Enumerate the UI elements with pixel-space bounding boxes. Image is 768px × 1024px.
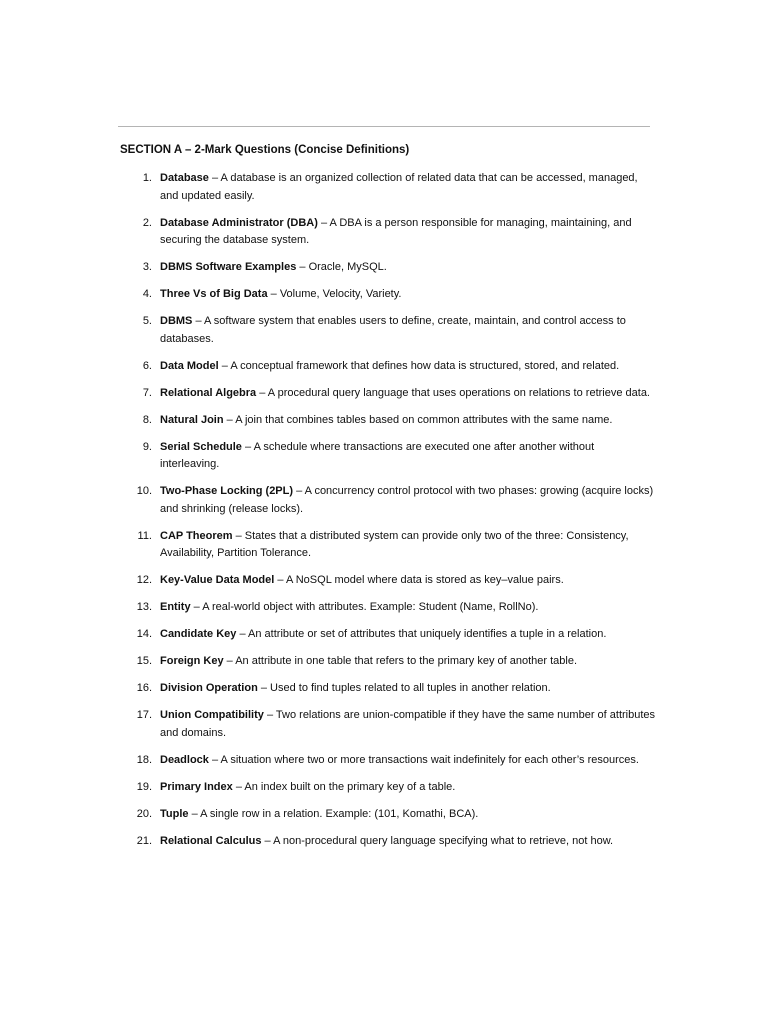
item-separator: – <box>257 682 271 695</box>
item-separator: – <box>261 834 274 847</box>
item-separator: – <box>274 574 286 587</box>
item-definition: A real-world object with attributes. Example: Student (Name, RollNo). <box>202 601 539 614</box>
item-term: DBMS Software Examples <box>160 261 297 274</box>
item-term: Relational Algebra <box>160 386 257 399</box>
item-number: 17. <box>136 709 152 722</box>
item-definition: An index built on the primary key of a table. <box>244 780 456 793</box>
item-term: Primary Index <box>160 780 233 793</box>
item-separator: – <box>296 261 309 274</box>
item-separator: – <box>232 780 245 793</box>
item-term: Database <box>160 172 209 184</box>
list-item <box>126 412 656 430</box>
item-number: 19. <box>136 780 152 793</box>
item-number: 4. <box>142 288 152 301</box>
item-separator: – <box>256 386 268 399</box>
item-number: 12. <box>136 574 152 587</box>
item-term: Deadlock <box>160 753 209 766</box>
item-separator: – <box>293 485 305 498</box>
item-number: 9. <box>142 440 152 453</box>
item-separator: – <box>208 753 221 766</box>
header-rule <box>118 126 650 127</box>
item-number: 1. <box>142 172 152 184</box>
item-definition: Volume, Velocity, Variety. <box>279 288 402 301</box>
list-item <box>126 286 656 304</box>
item-term: Two-Phase Locking (2PL) <box>160 485 294 498</box>
list-item <box>126 833 656 851</box>
item-number: 2. <box>142 216 152 229</box>
item-definition: Used to find tuples related to all tuples in another relation. <box>270 682 551 695</box>
item-number: 14. <box>136 628 152 641</box>
item-term: Candidate Key <box>160 628 237 641</box>
item-term: Three Vs of Big Data <box>160 288 268 301</box>
item-definition: A non-procedural query language specifying what to retrieve, not how. <box>273 834 614 847</box>
item-definition: Oracle, MySQL. <box>308 261 387 274</box>
item-term: DBMS <box>160 315 193 328</box>
item-definition: A situation where two or more transactions wait indefinitely for each other’s resources. <box>220 753 639 766</box>
list-item <box>126 599 656 617</box>
item-definition: A NoSQL model where data is stored as key–value pairs. <box>285 574 564 587</box>
list-item <box>126 358 656 376</box>
list-item <box>126 439 656 474</box>
item-term: Database Administrator (DBA) <box>160 216 318 229</box>
item-term: Foreign Key <box>160 655 224 668</box>
item-number: 5. <box>142 315 152 328</box>
list-item <box>126 385 656 403</box>
item-separator: – <box>188 807 201 820</box>
item-number: 10. <box>136 485 152 498</box>
item-separator: – <box>317 216 330 229</box>
item-definition: States that a distributed system can provide only two of the three: Consistency, Availability, Partition Tolerance. <box>160 529 629 560</box>
list-item <box>126 806 656 824</box>
list-item <box>126 626 656 644</box>
item-definition: An attribute in one table that refers to the primary key of another table. <box>235 655 578 668</box>
item-number: 13. <box>136 601 152 614</box>
list-item <box>126 653 656 671</box>
item-separator: – <box>223 655 236 668</box>
item-term: Union Compatibility <box>160 709 264 722</box>
item-number: 16. <box>136 682 152 695</box>
list-item <box>126 572 656 590</box>
list-item <box>126 752 656 770</box>
item-definition: An attribute or set of attributes that uniquely identifies a tuple in a relation. <box>248 628 607 641</box>
item-term: CAP Theorem <box>160 529 233 542</box>
item-number: 7. <box>142 386 152 399</box>
item-term: Natural Join <box>160 413 224 426</box>
item-term: Data Model <box>160 359 219 372</box>
item-definition: A schedule where transactions are executed one after another without interleaving. <box>160 440 595 471</box>
item-number: 8. <box>142 413 152 426</box>
item-number: 15. <box>136 655 152 668</box>
item-definition: A concurrency control protocol with two phases: growing (acquire locks) and shrinking (release locks). <box>160 485 654 515</box>
item-term: Key-Value Data Model <box>160 574 275 587</box>
list-item <box>126 779 656 797</box>
list-item <box>126 215 656 250</box>
item-term: Relational Calculus <box>160 834 262 847</box>
item-definition: A conceptual framework that defines how data is structured, stored, and related. <box>230 359 620 372</box>
item-number: 3. <box>142 261 152 274</box>
item-number: 21. <box>136 834 152 847</box>
item-separator: – <box>192 315 205 328</box>
item-separator: – <box>241 440 254 453</box>
item-definition: A single row in a relation. Example: (101, Komathi, BCA). <box>200 807 479 820</box>
section-heading: SECTION A – 2-Mark Questions (Concise Definitions) <box>120 144 410 156</box>
list-item <box>126 483 656 518</box>
item-definition: A DBA is a person responsible for managing, maintaining, and securing the database system. <box>160 216 632 247</box>
list-item <box>126 259 656 277</box>
item-term: Serial Schedule <box>160 440 242 453</box>
item-separator: – <box>218 359 231 372</box>
list-item <box>126 313 656 348</box>
item-number: 18. <box>136 753 152 766</box>
list-item <box>126 528 656 563</box>
item-definition: Two relations are union-compatible if they have the same number of attributes and domains. <box>160 709 656 739</box>
item-separator: – <box>208 172 221 184</box>
item-separator: – <box>232 529 245 542</box>
list-item <box>126 170 656 205</box>
item-term: Entity <box>160 601 191 614</box>
item-definition: A join that combines tables based on common attributes with the same name. <box>235 413 613 426</box>
list-item <box>126 707 656 742</box>
item-number: 20. <box>136 807 152 820</box>
question-list <box>126 170 656 860</box>
item-separator: – <box>263 709 276 722</box>
item-number: 11. <box>137 529 152 542</box>
item-separator: – <box>223 413 236 426</box>
item-separator: – <box>236 628 249 641</box>
item-separator: – <box>267 288 280 301</box>
item-number: 6. <box>142 359 152 372</box>
item-term: Tuple <box>160 807 189 820</box>
item-definition: A database is an organized collection of related data that can be accessed, managed, and updated easily. <box>160 172 638 202</box>
item-definition: A software system that enables users to define, create, maintain, and control access to databases. <box>160 315 626 345</box>
item-term: Division Operation <box>160 682 258 695</box>
item-definition: A procedural query language that uses operations on relations to retrieve data. <box>267 386 650 399</box>
item-separator: – <box>190 601 203 614</box>
list-item <box>126 680 656 698</box>
